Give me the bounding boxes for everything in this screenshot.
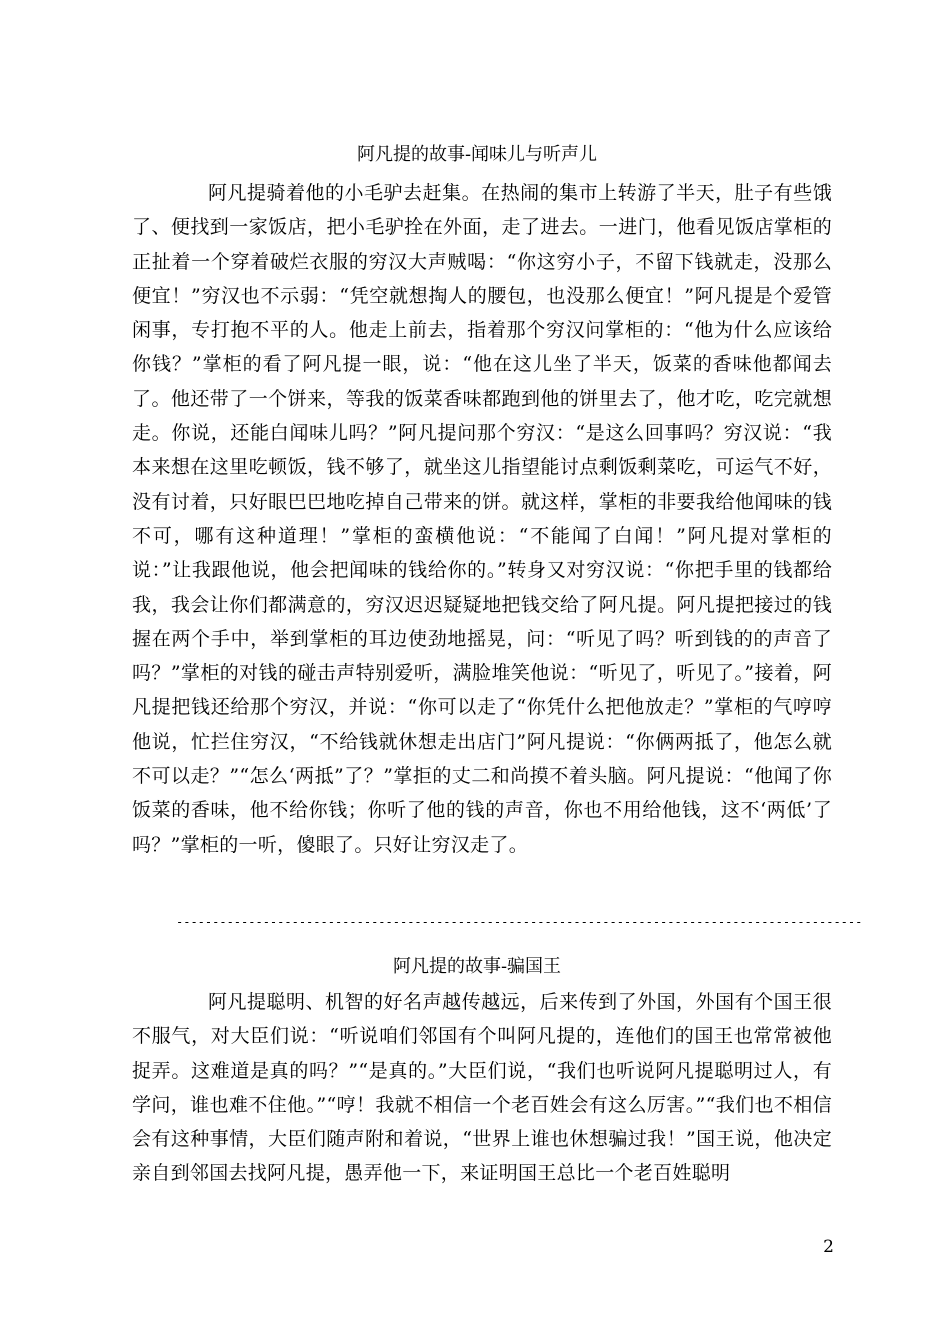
page-number: 2 xyxy=(823,1237,834,1257)
story-body-paragraph: 阿凡提骑着他的小毛驴去赶集。在热闹的集市上转游了半天，肚子有些饿了、便找到一家饭店，把小毛驴拴在外面，走了进去。一进门，他看见饭店掌柜的正扯着一个穿着破烂衣服的穷汉大声贼喝：“你这穷小子，不留下钱就走，没那么便宜！”穷汉也不示弱：“凭空就想掏人的腰包，也没那么便宜！”阿凡提是个爱管闲事，专打抱不平的人。他走上前去，指着那个穷汉问掌柜的：“他为什么应该给你钱？”掌柜的看了阿凡提一眼，说：“他在这儿坐了半天，饭菜的香味他都闻去了。他还带了一个饼来，等我的饭菜香味都跑到他的饼里去了，他才吃，吃完就想走。你说，还能白闻味儿吗？”阿凡提问那个穷汉：“是这么回事吗？穷汉说：“我本来想在这里吃顿饭，钱不够了，就坐这儿指望能讨点剩饭剩菜吃，可运气不好，没有讨着，只好眼巴巴地吃掉自己带来的饼。就这样，掌柜的非要我给他闻味的钱不可，哪有这种道理！”掌柜的蛮横他说：“不能闻了白闻！”阿凡提对掌柜的说：”让我跟他说，他会把闻味的钱给你的。”转身又对穷汉说：“你把手里的钱都给我，我会让你们都满意的，穷汉迟迟疑疑地把钱交给了阿凡提。阿凡提把接过的钱握在两个手中，举到掌柜的耳边使劲地摇晃，问：“听见了吗？听到钱的的声音了吗？”掌柜的对钱的碰击声特别爱听，满脸堆笑他说：“听见了，听见了。”接着，阿凡提把钱还给那个穷汉，并说：“你可以走了“你凭什么把他放走？”掌柜的气哼哼他说，忙拦住穷汉，“不给钱就休想走出店门”阿凡提说：“你俩两抵了，他怎么就不可以走？”“怎么‘两抵”了？”掌拒的丈二和尚摸不着头脑。阿凡提说：“他闻了你饭菜的香味，他不给你钱；你听了他的钱的声音，你也不用给他钱，这不‘两低’了吗？”掌柜的一听，傻眼了。只好让穷汉走了。 xyxy=(132,182,832,856)
story-title: 阿凡提的故事-骗国王 xyxy=(392,956,562,977)
story-title: 阿凡提的故事-闻味儿与听声儿 xyxy=(356,144,598,165)
section-divider: ----------------------------------------------------------------------------------------------- xyxy=(176,915,863,929)
story-body-paragraph: 阿凡提聪明、机智的好名声越传越远，后来传到了外国，外国有个国王很不服气，对大臣们说：“听说咱们邻国有个叫阿凡提的，连他们的国王也常常被他捉弄。这难道是真的吗？”“是真的。”大臣们说，“我们也听说阿凡提聪明过人，有学问，谁也难不住他。”“哼！我就不相信一个老百姓会有这么厉害。”“我们也不相信会有这种事情，大臣们随声附和着说，“世界上谁也休想骗过我！”国王说，他决定亲自到邻国去找阿凡提，愚弄他一下，来证明国王总比一个老百姓聪明 xyxy=(132,991,832,1185)
